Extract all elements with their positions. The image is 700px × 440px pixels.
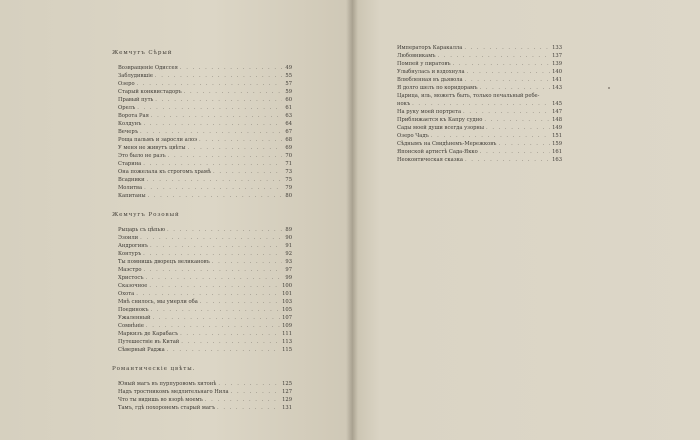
dot-leader [180, 64, 282, 72]
contents-entry [118, 160, 292, 168]
entry-title: Роща пальмъ и заросли алоэ [118, 137, 198, 143]
entry-title: Правый путь [118, 97, 154, 103]
page-number: 127 [282, 389, 292, 395]
dot-leader [217, 404, 280, 412]
entry-title: Неоконтическая сказка [397, 157, 463, 163]
dot-leader [231, 388, 280, 396]
book-gutter [346, 0, 358, 440]
dot-leader [167, 346, 280, 354]
contents-entry [118, 192, 292, 200]
entry-title: Это было не разъ [118, 153, 166, 159]
page-number: 99 [285, 275, 292, 281]
contents-entry [118, 266, 292, 274]
contents-entry [118, 184, 292, 192]
entry-title: Капитаны [118, 193, 146, 199]
page-number: 159 [552, 141, 562, 147]
contents-entry [118, 338, 292, 346]
dot-leader [147, 176, 282, 184]
entry-title: Охота [118, 291, 135, 297]
entry-title: Старина [118, 161, 142, 167]
dot-leader [463, 108, 550, 116]
page-number: 145 [552, 101, 562, 107]
entry-title: Сомнѣніе [118, 323, 144, 329]
entry-title: Всадники [118, 177, 145, 183]
dot-leader [465, 156, 550, 164]
dot-leader [144, 184, 282, 192]
entry-title: Сказочное [118, 283, 148, 289]
dot-leader [184, 88, 282, 96]
entry-title: Сады моей души всегда узорны [397, 125, 485, 131]
dot-leader [212, 258, 282, 266]
dot-leader [140, 128, 282, 136]
section-gap [112, 200, 292, 211]
page-number: 71 [285, 161, 292, 167]
page-number: 70 [285, 153, 292, 159]
dot-leader [151, 112, 282, 120]
contents-entry [118, 96, 292, 104]
contents-entry [118, 152, 292, 160]
contents-entry [118, 176, 292, 184]
dot-leader [467, 68, 551, 76]
contents-entry [118, 104, 292, 112]
contents-entry [118, 136, 292, 144]
dot-leader [464, 44, 550, 52]
page-number: 100 [282, 283, 292, 289]
entry-title: Маркизъ де Карабасъ [118, 331, 179, 337]
dot-leader [438, 52, 550, 60]
contents-entry-first-line [397, 92, 562, 100]
page-number: 59 [285, 89, 292, 95]
dot-leader [498, 140, 550, 148]
entry-title: Мнѣ снилось, мы умерли оба [118, 299, 198, 305]
contents-entry [118, 80, 292, 88]
entry-title: Ты помнишь дворецъ великановъ [118, 259, 210, 265]
contents-entry [118, 274, 292, 282]
dot-leader [150, 242, 282, 250]
page-number: 63 [285, 113, 292, 119]
contents-entry [118, 144, 292, 152]
contents-entry [397, 76, 562, 84]
entry-title: На руку моей портрета [397, 109, 462, 115]
entry-title: Орелъ [118, 105, 136, 111]
contents-entry [397, 156, 562, 164]
contents-entry [397, 116, 562, 124]
page-number: 109 [282, 323, 292, 329]
page-number: 137 [552, 53, 562, 59]
entry-title: Ужаленный [118, 315, 151, 321]
contents-entry [397, 140, 562, 148]
entry-title: Любовникамъ [397, 53, 436, 59]
section-entries [118, 380, 292, 412]
page-number: 92 [285, 251, 292, 257]
dot-leader [431, 132, 550, 140]
entry-title-continued: нокъ [397, 101, 411, 107]
paper-speck [608, 87, 610, 89]
section-title: Жемчугъ Розовый [112, 212, 180, 218]
page-number: 68 [285, 137, 292, 143]
dot-leader [146, 322, 280, 330]
page-number: 103 [282, 299, 292, 305]
page-number: 143 [552, 85, 562, 91]
dot-leader [143, 160, 282, 168]
page-number: 148 [552, 117, 562, 123]
dot-leader [180, 330, 280, 338]
page-number: 140 [552, 69, 562, 75]
entry-title: Вечеръ [118, 129, 139, 135]
page-number: 163 [552, 157, 562, 163]
page-number: 61 [285, 105, 292, 111]
page-number: 111 [282, 331, 292, 337]
entry-title: Молитва [118, 185, 143, 191]
dot-leader [140, 234, 282, 242]
page-number: 49 [285, 65, 292, 71]
dot-leader [137, 80, 282, 88]
entry-title: Влюбленная въ дьявола [397, 77, 463, 83]
contents-entry [118, 120, 292, 128]
dot-leader [187, 144, 282, 152]
page-number: 73 [285, 169, 292, 175]
contents-entry [397, 52, 562, 60]
dot-leader [486, 124, 550, 132]
section-title: Романтическіе цвѣты. [112, 366, 196, 372]
page-number: 147 [552, 109, 562, 115]
page-number: 107 [282, 315, 292, 321]
page-number: 149 [552, 125, 562, 131]
page-number: 89 [285, 227, 292, 233]
entry-title: Возвращеніе Одиссея [118, 65, 178, 71]
dot-leader [155, 72, 282, 80]
page-number: 64 [285, 121, 292, 127]
entry-title: Надъ тростникомъ медлительнаго Нила [118, 389, 229, 395]
entry-title: Путешествіе въ Китай [118, 339, 180, 345]
page-number: 69 [285, 145, 292, 151]
dot-leader [453, 60, 551, 68]
page-number: 151 [552, 133, 562, 139]
entry-title: Ворота Рая [118, 113, 149, 119]
page-number: 91 [285, 243, 292, 249]
contents-entry [397, 68, 562, 76]
dot-leader [218, 380, 280, 388]
continued-entries [397, 44, 562, 164]
entry-title: Заблудившіе [118, 73, 153, 79]
page-number: 93 [285, 259, 292, 265]
page-number: 141 [552, 77, 562, 83]
section-title: Жемчугъ Сѣрый [112, 50, 173, 56]
contents-entry [118, 128, 292, 136]
entry-title: Что ты видишь во взорѣ моемъ [118, 397, 203, 403]
dot-leader [484, 116, 550, 124]
dot-leader [151, 306, 281, 314]
dot-leader [167, 226, 282, 234]
entry-title: Она пожелала къ строгомъ храмѣ [118, 169, 212, 175]
dot-leader [143, 250, 282, 258]
entry-title: Тамъ, гдѣ похоронемъ старый магъ [118, 405, 216, 411]
contents-entry [118, 346, 292, 354]
left-contents-column [112, 49, 292, 412]
contents-entry [118, 258, 292, 266]
page-number: 131 [282, 405, 292, 411]
entry-title: Старый конквистадоръ [118, 89, 182, 95]
page-number: 80 [285, 193, 292, 199]
dot-leader [143, 120, 282, 128]
entry-title: Сѣверный Раджа [118, 347, 165, 353]
dot-leader [480, 84, 551, 92]
entry-title: Эзоили [118, 235, 139, 241]
page-number: 79 [285, 185, 292, 191]
page-number: 125 [282, 381, 292, 387]
contents-entry [118, 88, 292, 96]
contents-entry [118, 282, 292, 290]
entry-title: Царица, иль, можетъ быть, только печальный ребе- [397, 93, 540, 99]
dot-leader [155, 96, 282, 104]
entry-title: Сѣднымъ на Свидѣнемъ-Мережковъ [397, 141, 497, 147]
entry-title: Юный магъ въ пурпуровомъ хитонѣ [118, 381, 217, 387]
entry-title: Японской артистѣ Сада-Якко [397, 149, 478, 155]
dot-leader [136, 290, 280, 298]
page-number: 161 [552, 149, 562, 155]
contents-entry [118, 404, 292, 412]
dot-leader [213, 168, 282, 176]
entry-title: Колдунъ [118, 121, 142, 127]
page-number: 75 [285, 177, 292, 183]
contents-entry [118, 64, 292, 72]
section-entries [118, 226, 292, 354]
entry-title: Озеро [118, 81, 135, 87]
contents-entry [118, 388, 292, 396]
contents-entry [397, 60, 562, 68]
contents-entry [118, 322, 292, 330]
section-gap [112, 354, 292, 365]
entry-title: Помпей у пиратовъ [397, 61, 451, 67]
page-number: 105 [282, 307, 292, 313]
page-number: 129 [282, 397, 292, 403]
contents-entry [397, 100, 562, 108]
contents-entry [118, 396, 292, 404]
dot-leader [465, 76, 550, 84]
contents-entry [118, 234, 292, 242]
dot-leader [412, 100, 550, 108]
page-number: 101 [282, 291, 292, 297]
contents-entry [118, 168, 292, 176]
contents-entry [397, 84, 562, 92]
entry-title: Маэстро [118, 267, 142, 273]
dot-leader [152, 314, 280, 322]
entry-title: Поединокъ [118, 307, 149, 313]
page-number: 97 [285, 267, 292, 273]
contents-entry [397, 44, 562, 52]
page-number: 133 [552, 45, 562, 51]
dot-leader [146, 274, 282, 282]
entry-title: У меня не живутъ цвѣты [118, 145, 186, 151]
dot-leader [205, 396, 280, 404]
right-contents-column [397, 44, 562, 164]
entry-title: Приближается къ Капру судно [397, 117, 483, 123]
contents-entry [118, 314, 292, 322]
entry-title: Контуръ [118, 251, 142, 257]
dot-leader [168, 152, 282, 160]
section-entries [118, 64, 292, 200]
page-number: 60 [285, 97, 292, 103]
dot-leader [200, 298, 280, 306]
contents-entry [118, 330, 292, 338]
contents-entry [118, 298, 292, 306]
contents-entry [118, 112, 292, 120]
entry-title: Императоръ Каракалла [397, 45, 463, 51]
page-number: 55 [285, 73, 292, 79]
contents-entry [118, 72, 292, 80]
dot-leader [181, 338, 280, 346]
contents-entry [118, 242, 292, 250]
contents-entry [397, 148, 562, 156]
entry-title: Улыбнулась и вздохнула [397, 69, 465, 75]
entry-title: Я долго шелъ по коридорамъ [397, 85, 478, 91]
page-number: 57 [285, 81, 292, 87]
contents-entry [118, 380, 292, 388]
dot-leader [144, 266, 282, 274]
contents-entry [397, 124, 562, 132]
page-number: 139 [552, 61, 562, 67]
dot-leader [137, 104, 282, 112]
contents-entry [118, 306, 292, 314]
dot-leader [199, 136, 282, 144]
page-number: 115 [282, 347, 292, 353]
contents-entry [397, 132, 562, 140]
dot-leader [148, 192, 282, 200]
contents-entry [118, 290, 292, 298]
contents-entry [118, 250, 292, 258]
page-number: 67 [285, 129, 292, 135]
dot-leader [480, 148, 550, 156]
entry-title: Озеро Чадъ [397, 133, 429, 139]
entry-title: Христосъ [118, 275, 144, 281]
contents-entry [118, 226, 292, 234]
entry-title: Андрогинъ [118, 243, 148, 249]
dot-leader [149, 282, 280, 290]
entry-title: Рыцарь съ цѣпью [118, 227, 165, 233]
page-number: 113 [282, 339, 292, 345]
page-number: 90 [285, 235, 292, 241]
contents-entry [397, 108, 562, 116]
